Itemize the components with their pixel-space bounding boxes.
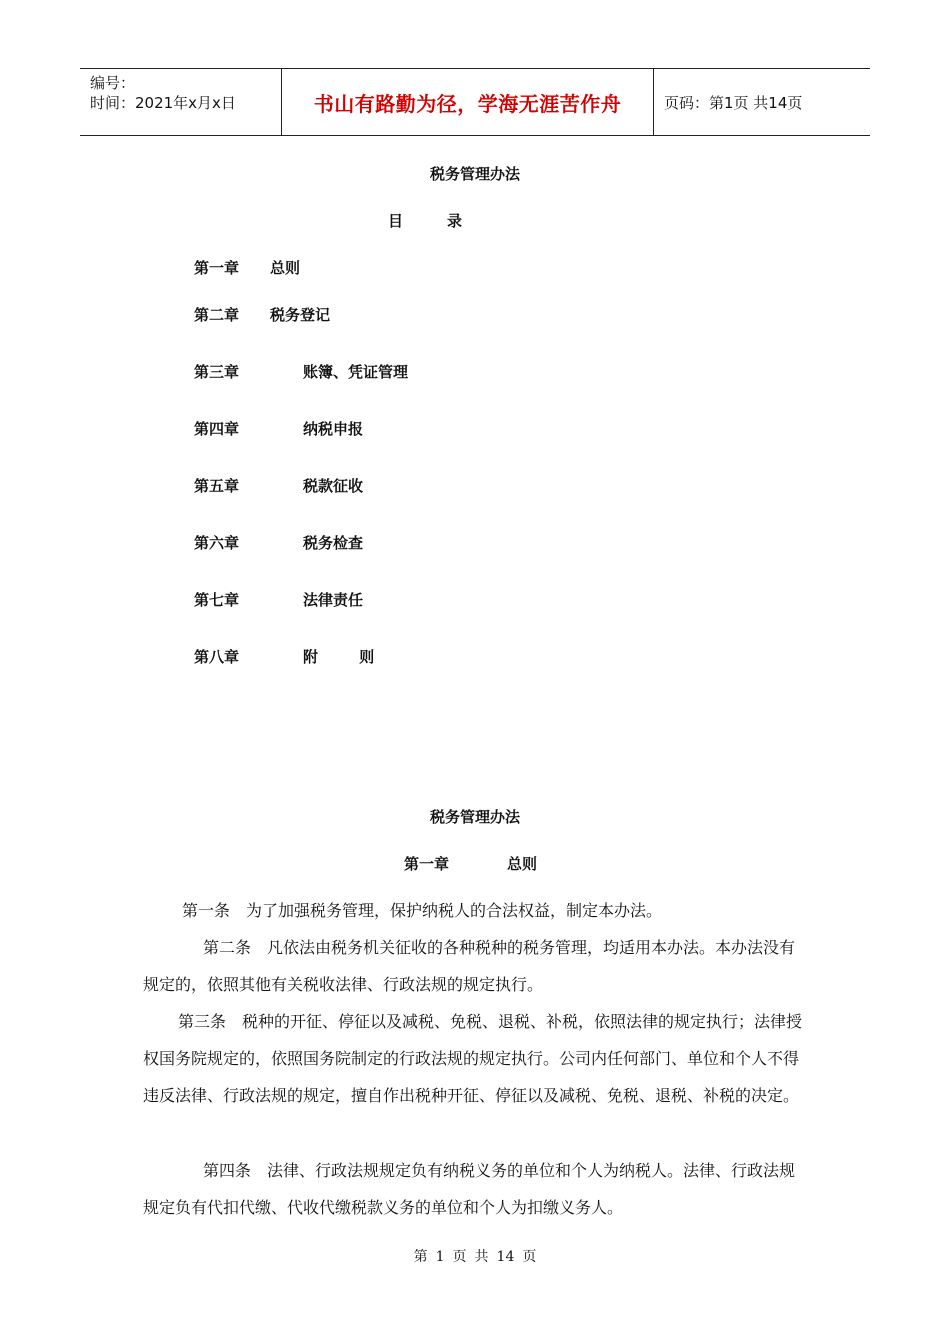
toc-name: 税款征收 [303, 477, 364, 495]
page-footer [0, 1246, 950, 1266]
toc-name: 总则 [270, 259, 301, 277]
toc-chapter: 第四章 [194, 420, 240, 438]
footer-c: 共 [474, 1249, 489, 1265]
motto: 书山有路勤为径，学海无涯苦作舟 [313, 91, 622, 116]
toc-chapter: 第三章 [194, 363, 240, 381]
toc-title: 税务管理办法 [429, 165, 520, 183]
chapter-number: 第一章 [404, 855, 450, 873]
toc-chapter: 第八章 [194, 648, 240, 666]
header-page-info [654, 69, 870, 135]
page-header [80, 68, 870, 136]
toc-name: 纳税申报 [303, 420, 364, 438]
toc-item [194, 304, 331, 325]
chapter-heading [404, 853, 537, 874]
footer-b: 页 [452, 1249, 467, 1265]
toc-name: 账簿、凭证管理 [303, 363, 409, 381]
toc-name: 税务登记 [270, 306, 331, 324]
toc-item [194, 532, 364, 553]
toc-item [194, 418, 364, 439]
article-paragraph: 第一条 为了加强税务管理，保护纳税人的合法权益，制定本办法。 [182, 901, 663, 920]
footer-a: 第 [413, 1249, 428, 1265]
toc-heading [388, 210, 462, 231]
toc-chapter: 第六章 [194, 534, 240, 552]
footer-page: 1 [435, 1249, 445, 1265]
toc-chapter: 第一章 [194, 259, 240, 277]
toc-chapter: 第二章 [194, 306, 240, 324]
footer-d: 页 [522, 1249, 537, 1265]
toc-name: 附 则 [303, 648, 375, 666]
header-meta [80, 69, 281, 135]
article-paragraph: 第二条 凡依法由税务机关征收的各种税种的税务管理，均适用本办法。本办法没有规定的，依照其他有关税收法律、行政法规的规定执行。 [143, 938, 796, 994]
article-paragraph: 第四条 法律、行政法规规定负有纳税义务的单位和个人为纳税人。法律、行政法规规定负有代扣代缴、代收代缴税款义务的单位和个人为扣缴义务人。 [143, 1161, 796, 1217]
number-label: 编号： [90, 74, 136, 92]
toc-name: 税务检查 [303, 534, 364, 552]
toc-item [194, 257, 301, 278]
date-label: 时间：2021年x月x日 [90, 94, 236, 112]
page-info: 页码：第1页 共14页 [664, 93, 803, 112]
toc-item [194, 361, 409, 382]
header-motto-cell [281, 69, 654, 135]
chapter-name: 总则 [507, 855, 538, 873]
toc-chapter: 第七章 [194, 591, 240, 609]
article-paragraph: 第三条 税种的开征、停征以及减税、免税、退税、补税，依照法律的规定执行；法律授权国务院规定的，依照国务院制定的行政法规的规定执行。公司内任何部门、单位和个人不得违反法律、行政法规的规定，擅自作出税种开征、停征以及减税、免税、退税、补税的决定。 [143, 1012, 803, 1105]
toc-heading-b: 录 [447, 212, 463, 230]
toc-item [194, 475, 364, 496]
footer-total: 14 [496, 1249, 515, 1265]
toc-item [194, 589, 364, 610]
toc-name: 法律责任 [303, 591, 364, 609]
body-title: 税务管理办法 [429, 808, 520, 826]
toc-chapter: 第五章 [194, 477, 240, 495]
toc-heading-a: 目 [388, 212, 404, 230]
toc-item [194, 646, 375, 667]
